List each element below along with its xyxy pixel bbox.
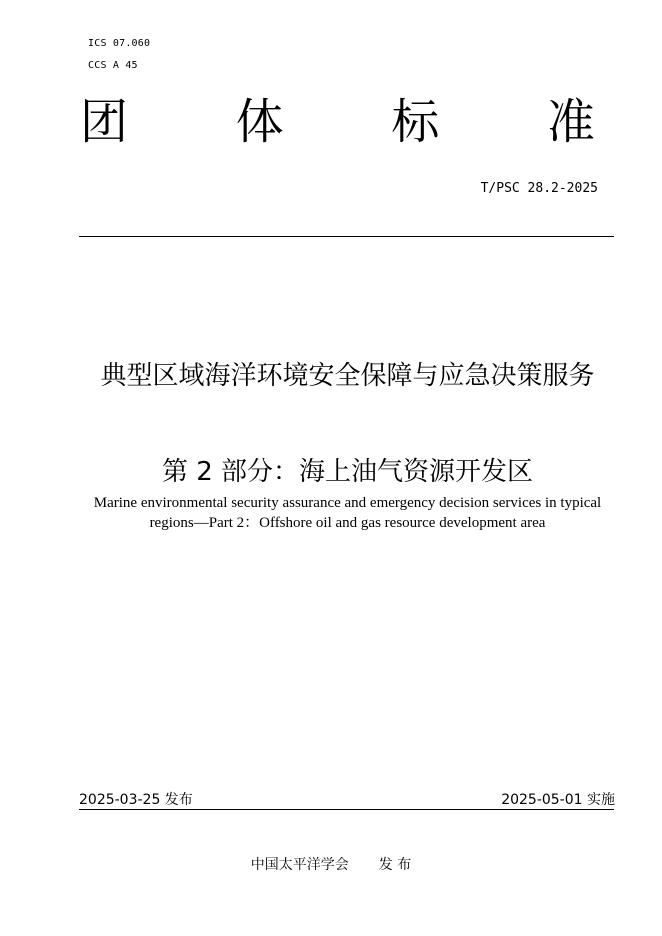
standard-type-char: 标: [391, 94, 440, 150]
ccs-code: CCS A 45: [88, 60, 138, 71]
chinese-part-title: 第 2 部分：海上油气资源开发区: [161, 457, 534, 487]
bottom-divider: [79, 809, 614, 810]
standard-type-char: 团: [80, 94, 129, 150]
implementation-date: 2025-05-01 实施: [501, 792, 615, 808]
standard-type-heading: [80, 92, 595, 152]
publisher-name: 中国太平洋学会: [250, 857, 349, 873]
publisher-line: [0, 854, 662, 874]
chinese-main-title: 典型区域海洋环境安全保障与应急决策服务: [100, 361, 595, 391]
publish-action: 发 布: [378, 857, 412, 873]
standard-type-char: 体: [235, 94, 284, 150]
standard-number: T/PSC 28.2-2025: [480, 181, 598, 196]
english-title: Marine environmental security assurance and emergency decision services in typical regions—Part 2：Offshore oil and gas resource development area: [93, 495, 602, 531]
issue-date: 2025-03-25 发布: [79, 792, 193, 808]
standard-type-char: 准: [546, 94, 595, 150]
ics-code: ICS 07.060: [88, 38, 151, 49]
top-divider: [79, 236, 614, 237]
